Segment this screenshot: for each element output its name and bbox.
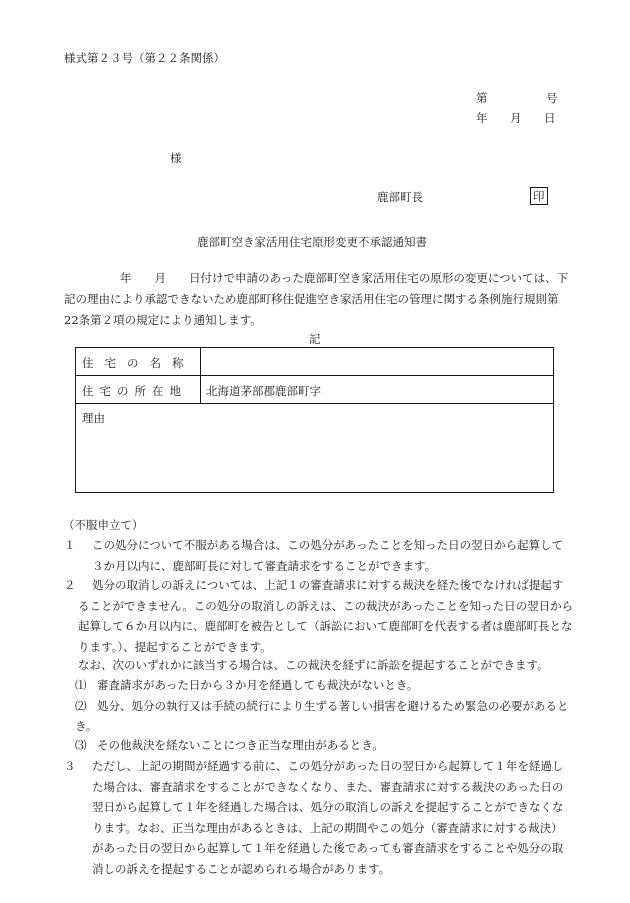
date-year-label: 年 bbox=[476, 111, 488, 125]
ki-heading: 記 bbox=[309, 332, 321, 346]
house-location-value: 北海道茅部郡鹿部町字 bbox=[206, 384, 321, 398]
sub-item-text: 審査請求があった日から３か月を経過しても裁決がないとき。 bbox=[97, 678, 419, 692]
notice-body: 年 月 日付けで申請のあった鹿部町空き家活用住宅の原形の変更については、下記の理由により承認できないため鹿部町移住促進空き家活用住宅の管理に関する条例施行規則第22条第２項の規定により通知します。 bbox=[64, 271, 569, 327]
item-text: ただし、上記の期間が経過する前に、この処分があった日の翌日から起算して１年を経過した場合は、審査請求をすることができなくなり、また、審査請求に対する裁決のあった日の翌日から起算して１年を経過した場合は、処分の取消しの訴えを提起することができなくなります。なお、正当な理由があるときは、上記の期間やこの処分（審査請求に対する裁決）があった日の翌日から起算して１年を経過した後であっても審査請求をすることや処分の取消しの訴えを提起することが認められる場合があります。 bbox=[92, 759, 564, 876]
table-divider bbox=[200, 348, 201, 375]
item-number: ３ bbox=[64, 759, 76, 773]
appeal-sub-item-1 bbox=[75, 677, 418, 693]
date-month-label: 月 bbox=[510, 111, 522, 125]
appeal-sub-item-2 bbox=[75, 697, 570, 736]
appeal-item-2 bbox=[64, 575, 574, 657]
appeal-heading: （不服申立て） bbox=[63, 518, 144, 532]
sub-item-text: その他裁決を経ないことにつき正当な理由があるとき。 bbox=[97, 738, 384, 752]
table-divider bbox=[200, 375, 201, 403]
item-text: この処分について不服がある場合は、この処分があったことを知った日の翌日から起算して３か月以内に、鹿部町長に対して審査請求をすることができます。 bbox=[92, 538, 564, 573]
appeal-sub-item-3 bbox=[75, 737, 384, 753]
appeal-item-1 bbox=[64, 535, 574, 576]
sub-item-number: ⑶ bbox=[75, 738, 87, 752]
house-location-label: 住宅の所在地 bbox=[82, 384, 187, 398]
document-number-suffix: 号 bbox=[546, 91, 558, 105]
sub-item-number: ⑴ bbox=[75, 678, 87, 692]
date-day-label: 日 bbox=[544, 111, 556, 125]
record-table bbox=[75, 347, 554, 493]
addressee-honorific: 様 bbox=[170, 151, 182, 165]
item-number: １ bbox=[64, 538, 76, 552]
appeal-item-2-note: なお、次のいずれかに該当する場合は、この裁決を経ずに訴訟を提起することができます。 bbox=[78, 658, 549, 672]
form-number: 様式第２３号（第２２条関係） bbox=[64, 51, 225, 65]
seal-mark: 印 bbox=[530, 187, 548, 205]
sub-item-text: 処分、処分の執行又は手続の続行により生ずる著しい損害を避けるため緊急の必要があるとき。 bbox=[75, 699, 569, 733]
document-title: 鹿部町空き家活用住宅原形変更不承認通知書 bbox=[197, 235, 427, 249]
item-number: ２ bbox=[64, 578, 76, 592]
reason-label: 理由 bbox=[82, 411, 105, 425]
house-name-label: 住宅の名称 bbox=[82, 356, 195, 370]
item-text: 処分の取消しの訴えについては、上記１の審査請求に対する裁決を経た後でなければ提起することができません。この処分の取消しの訴えは、この裁決があったことを知った日の翌日から起算して６か月以内に、鹿部町を被告として（訴訟において鹿部町を代表する者は鹿部町長となります。）、提起することができます。 bbox=[78, 578, 574, 654]
issuer-name: 鹿部町長 bbox=[377, 190, 423, 204]
document-number-prefix: 第 bbox=[476, 91, 488, 105]
sub-item-number: ⑵ bbox=[75, 699, 87, 713]
appeal-item-3 bbox=[64, 756, 574, 879]
